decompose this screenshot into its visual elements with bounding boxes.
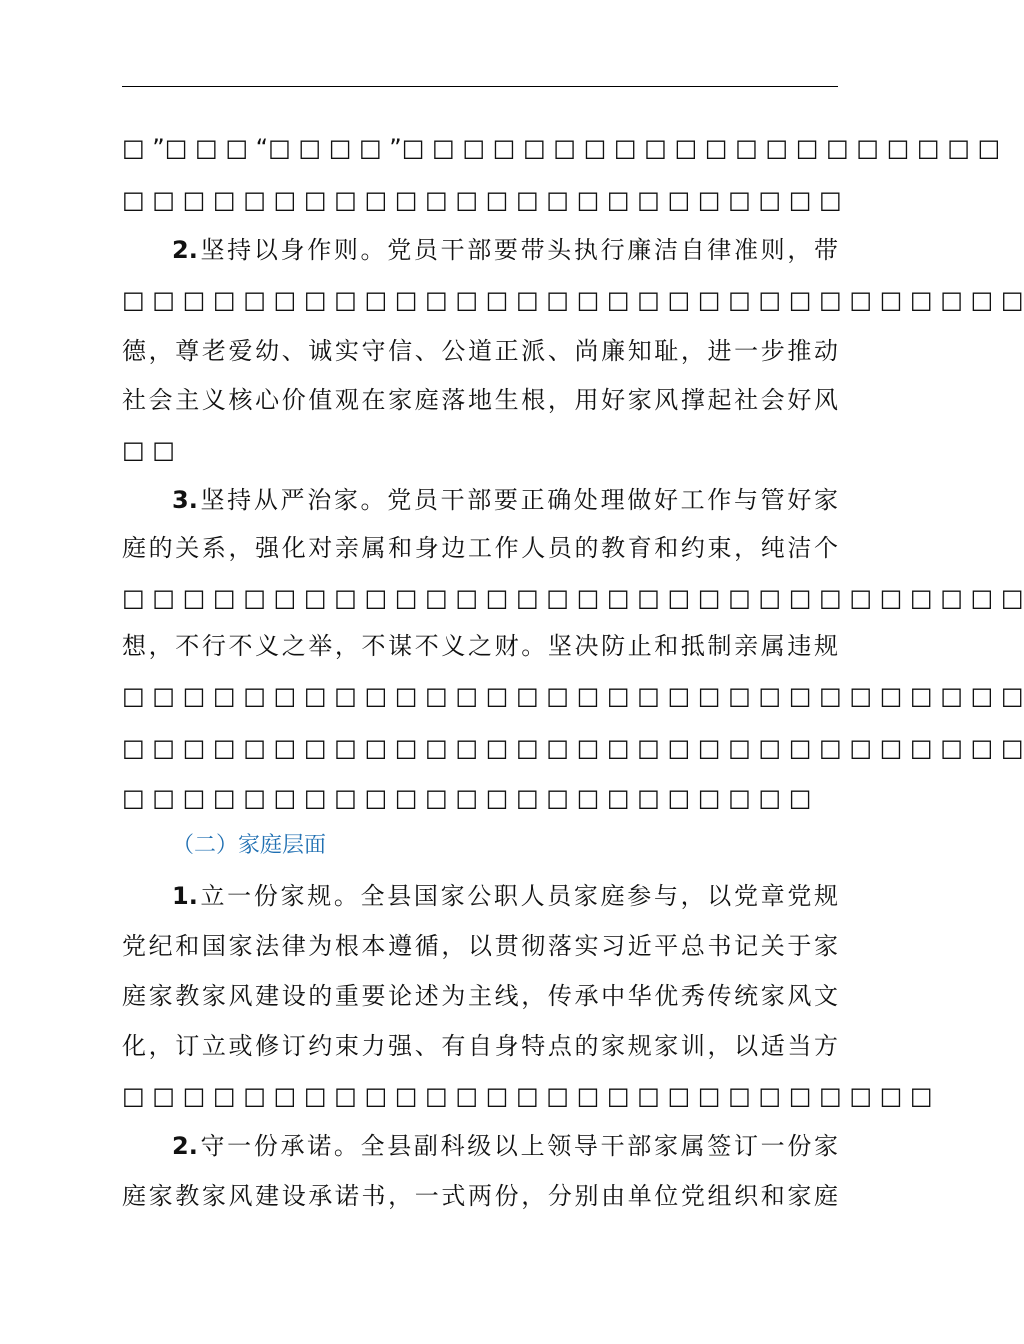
text-line: □ □ □ □ □ □ □ □ □ □ □ □ □ □ □ □ □ □ □ □ □ □ □ □ □ □ □ □ □ □ [122,584,1024,612]
paragraph-item-3 [172,484,838,516]
text-line: 想，不行不义之举，不谋不义之财。坚决防止和抵制亲属违规 [122,632,838,660]
text-line: 社会主义核心价值观在家庭落地生根，用好家风撑起社会好风 [122,386,838,414]
text-line: 立一份家规。全县国家公职人员家庭参与，以党章党规 [197,882,838,910]
text-line: □ □ □ □ □ □ □ □ □ □ □ □ □ □ □ □ □ □ □ □ □ □ □ [122,784,812,812]
item-number: 2. [172,236,198,264]
text-line: □ □ □ □ □ □ □ □ □ □ □ □ □ □ □ □ □ □ □ □ □ □ □ □ □ □ □ □ □ □ [122,682,1024,710]
text-line: 坚持以身作则。党员干部要带头执行廉洁自律准则，带 [197,236,838,264]
text-line: 庭的关系，强化对亲属和身边工作人员的教育和约束，纯洁个 [122,534,838,562]
paragraph-item-2 [172,234,838,266]
text-line: 德，尊老爱幼、诚实守信、公道正派、尚廉知耻，进一步推动 [122,337,838,365]
item-number: 2. [172,1132,198,1160]
text-line: 庭家教家风建设承诺书，一式两份，分别由单位党组织和家庭 [122,1182,838,1210]
text-line: 化，订立或修订约束力强、有自身特点的家规家训，以适当方 [122,1032,838,1060]
section-heading: （二）家庭层面 [172,833,327,858]
item-number: 1. [172,882,198,910]
text-line: 庭家教家风建设的重要论述为主线，传承中华优秀传统家风文 [122,982,838,1010]
text-line: □ □ □ □ □ □ □ □ □ □ □ □ □ □ □ □ □ □ □ □ □ □ □ □ [122,186,842,214]
text-line: 党纪和国家法律为根本遵循，以贯彻落实习近平总书记关于家 [122,932,838,960]
text-line: □ □ □ □ □ □ □ □ □ □ □ □ □ □ □ □ □ □ □ □ □ □ □ □ □ □ □ □ □ □ [122,734,1024,762]
text-line: □ □ □ □ □ □ □ □ □ □ □ □ □ □ □ □ □ □ □ □ □ □ □ □ □ □ □ [122,1082,933,1110]
paragraph-family-1 [172,880,838,912]
item-number: 3. [172,486,198,514]
text-line: 守一份承诺。全县副科级以上领导干部家属签订一份家 [197,1132,838,1160]
text-line: □ □ □ □ □ □ □ □ □ □ □ □ □ □ □ □ □ □ □ □ □ □ □ □ □ □ □ □ □ □ [122,286,1024,314]
header-rule [122,86,838,87]
text-line: □ ”□ □ □ “□ □ □ □ ”□ □ □ □ □ □ □ □ □ □ □ □ □ □ □ □ □ □ □ □ [122,134,1001,162]
paragraph-family-2 [172,1130,838,1162]
text-line: 坚持从严治家。党员干部要正确处理做好工作与管好家 [197,486,838,514]
text-line: □ □ [122,436,175,464]
